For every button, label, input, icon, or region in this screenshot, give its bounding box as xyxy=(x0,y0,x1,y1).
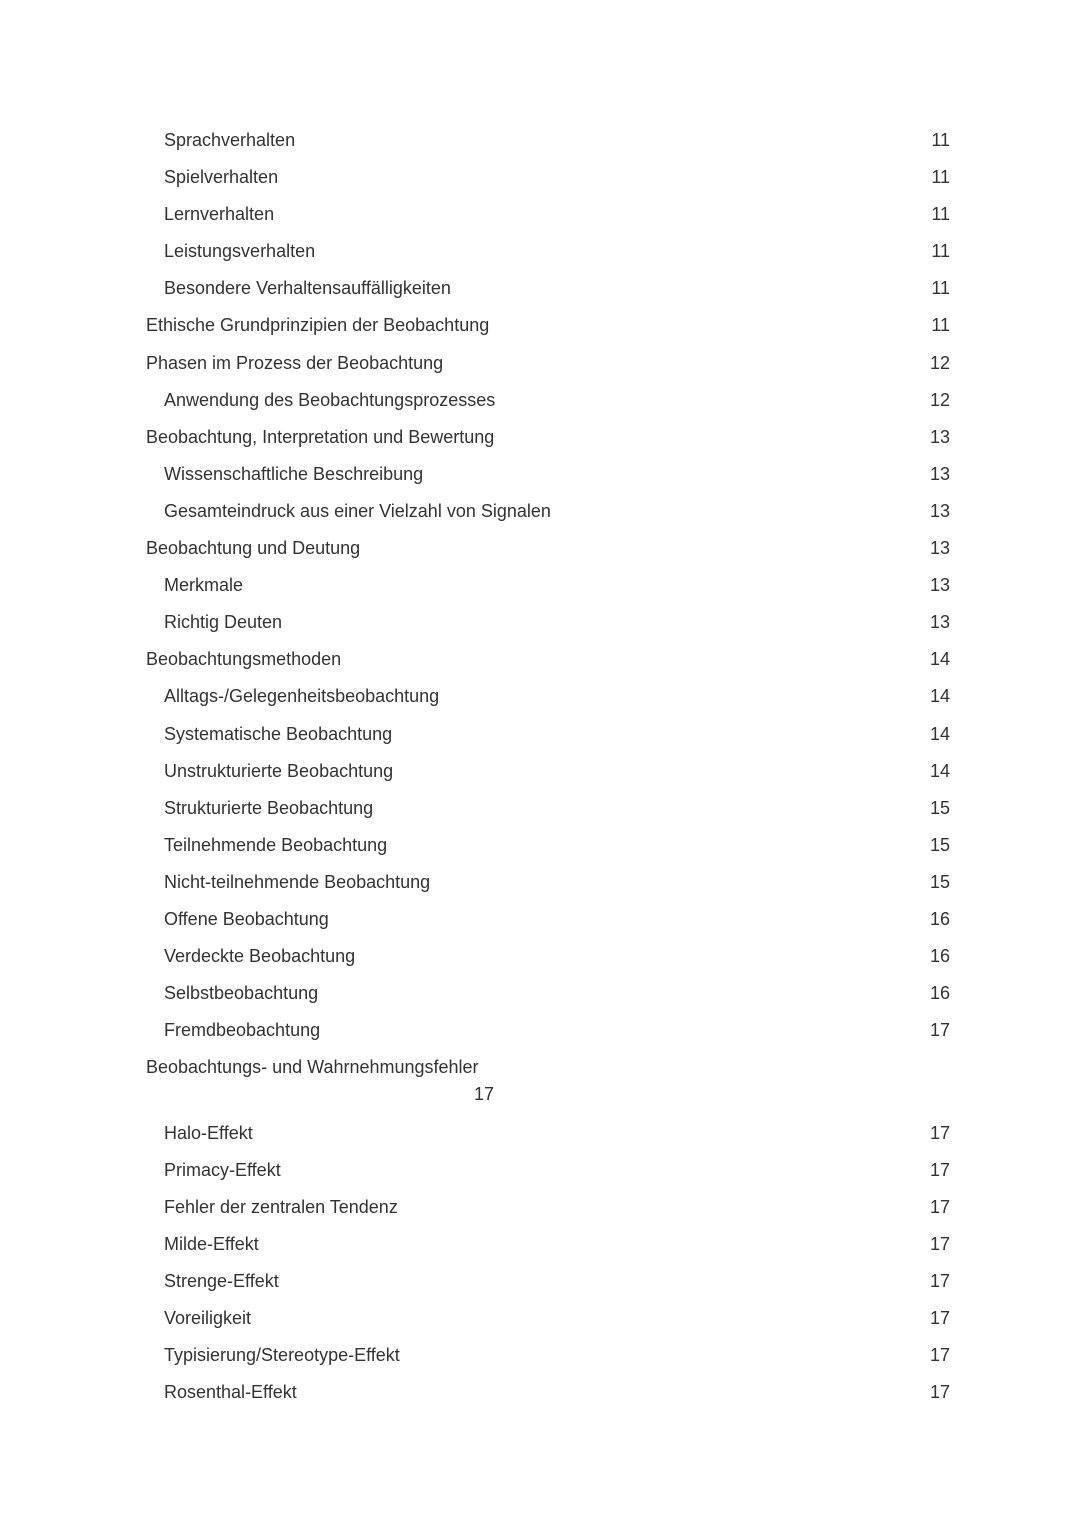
toc-entry-subsection[interactable] xyxy=(0,122,1080,159)
toc-entry-page-number: 11 xyxy=(931,167,950,188)
toc-entry-title: Anwendung des Beobachtungsprozesses xyxy=(164,389,496,410)
toc-entry-page-number: 12 xyxy=(929,389,950,410)
toc-entry-page-number: 17 xyxy=(929,1270,950,1291)
toc-entry-subsection[interactable] xyxy=(0,270,1080,307)
toc-entry-title: Nicht-teilnehmende Beobachtung xyxy=(164,871,431,892)
toc-entry-title: Milde-Effekt xyxy=(164,1233,259,1254)
toc-entry-page-number: 15 xyxy=(929,834,950,855)
toc-entry-title: Beobachtung und Deutung xyxy=(146,538,361,559)
toc-entry-title: Gesamteindruck aus einer Vielzahl von Signalen xyxy=(164,500,551,521)
toc-entry-subsection[interactable] xyxy=(0,1300,1080,1337)
toc-entry-title: Voreiligkeit xyxy=(164,1308,252,1328)
toc-entry-subsection[interactable] xyxy=(0,1263,1080,1300)
toc-entry-title: Fremdbeobachtung xyxy=(164,1020,321,1041)
toc-entry-subsection[interactable] xyxy=(0,901,1080,938)
table-of-contents xyxy=(0,122,1080,1411)
toc-entry-subsection[interactable] xyxy=(0,1012,1080,1049)
toc-entry-subsection[interactable] xyxy=(0,678,1080,715)
toc-entry-subsection[interactable] xyxy=(0,938,1080,975)
toc-entry-subsection[interactable] xyxy=(0,493,1080,530)
toc-entry-section[interactable] xyxy=(0,641,1080,678)
toc-entry-page-number: 14 xyxy=(929,723,950,744)
toc-entry-subsection[interactable] xyxy=(0,604,1080,641)
toc-entry-title: Lernverhalten xyxy=(164,204,275,225)
toc-entry-title: Besondere Verhaltensauffälligkeiten xyxy=(164,278,451,299)
toc-entry-title: Fehler der zentralen Tendenz xyxy=(164,1196,398,1217)
toc-entry-page-number: 17 xyxy=(929,1345,950,1366)
toc-entry-title: Primacy-Effekt xyxy=(164,1159,281,1180)
toc-entry-subsection[interactable] xyxy=(0,233,1080,270)
toc-entry-page-number: 16 xyxy=(929,908,950,929)
toc-entry-subsection[interactable] xyxy=(0,1337,1080,1374)
toc-entry-page-number: 15 xyxy=(929,797,950,818)
toc-entry-page-number: 14 xyxy=(929,760,950,781)
toc-entry-page-number: 17 xyxy=(929,1233,950,1254)
toc-entry-page-number: 11 xyxy=(931,315,950,336)
toc-entry-page-number: 13 xyxy=(929,463,950,484)
toc-entry-title: Merkmale xyxy=(164,575,244,596)
toc-entry-title: Selbstbeobachtung xyxy=(164,983,319,1004)
toc-entry-page-number: 11 xyxy=(931,130,950,150)
toc-entry-page-number: 11 xyxy=(931,204,950,225)
toc-entry-title: Strenge-Effekt xyxy=(164,1270,279,1291)
toc-entry-title: Unstrukturierte Beobachtung xyxy=(164,760,394,781)
toc-entry-section[interactable] xyxy=(0,419,1080,456)
toc-entry-page-number: 17 xyxy=(929,1196,950,1217)
toc-entry-page-number: 17 xyxy=(474,1084,495,1105)
toc-entry-subsection[interactable] xyxy=(0,196,1080,233)
toc-entry-title: Wissenschaftliche Beschreibung xyxy=(164,463,424,484)
toc-entry-page-number: 13 xyxy=(929,426,950,447)
toc-entry-subsection[interactable] xyxy=(0,1189,1080,1226)
toc-entry-subsection[interactable] xyxy=(0,716,1080,753)
toc-entry-page-number: 14 xyxy=(929,686,950,707)
toc-entry-subsection[interactable] xyxy=(0,456,1080,493)
toc-entry-page-number: 15 xyxy=(929,871,950,892)
toc-entry-section[interactable] xyxy=(0,1049,1080,1113)
toc-entry-section[interactable] xyxy=(0,345,1080,382)
toc-entry-title: Offene Beobachtung xyxy=(164,908,329,929)
toc-entry-subsection[interactable] xyxy=(0,753,1080,790)
toc-entry-page-number: 11 xyxy=(931,278,950,299)
toc-entry-title: Halo-Effekt xyxy=(164,1122,253,1143)
toc-entry-title: Verdeckte Beobachtung xyxy=(164,946,356,967)
toc-entry-section[interactable] xyxy=(0,530,1080,567)
toc-entry-subsection[interactable] xyxy=(0,1374,1080,1411)
toc-entry-subsection[interactable] xyxy=(0,827,1080,864)
toc-entry-title: Rosenthal-Effekt xyxy=(164,1382,297,1403)
toc-entry-title: Sprachverhalten xyxy=(164,130,296,150)
toc-entry-subsection[interactable] xyxy=(0,790,1080,827)
toc-entry-title: Richtig Deuten xyxy=(164,612,283,633)
toc-entry-page-number: 17 xyxy=(929,1020,950,1041)
toc-entry-page-number: 11 xyxy=(931,241,950,262)
toc-entry-subsection[interactable] xyxy=(0,1152,1080,1189)
toc-entry-title: Phasen im Prozess der Beobachtung xyxy=(146,352,444,373)
toc-entry-subsection[interactable] xyxy=(0,975,1080,1012)
toc-entry-subsection[interactable] xyxy=(0,864,1080,901)
toc-entry-page-number: 13 xyxy=(929,575,950,596)
toc-entry-page-number: 17 xyxy=(929,1308,950,1328)
toc-entry-page-number: 13 xyxy=(929,538,950,559)
toc-entry-title: Leistungsverhalten xyxy=(164,241,316,262)
toc-entry-title: Alltags-/Gelegenheitsbeobachtung xyxy=(164,686,440,707)
toc-entry-page-number: 16 xyxy=(929,946,950,967)
toc-entry-page-number: 14 xyxy=(929,649,950,670)
toc-entry-title: Spielverhalten xyxy=(164,167,279,188)
toc-entry-page-number: 16 xyxy=(929,983,950,1004)
toc-entry-title: Ethische Grundprinzipien der Beobachtung xyxy=(146,315,490,336)
toc-entry-section[interactable] xyxy=(0,307,1080,344)
toc-entry-title: Beobachtung, Interpretation und Bewertung xyxy=(146,426,495,447)
toc-entry-page-number: 13 xyxy=(929,612,950,633)
toc-entry-page-number: 17 xyxy=(929,1159,950,1180)
toc-entry-subsection[interactable] xyxy=(0,1115,1080,1152)
toc-entry-title: Typisierung/Stereotype-Effekt xyxy=(164,1345,400,1366)
toc-entry-title: Systematische Beobachtung xyxy=(164,723,393,744)
toc-entry-page-number: 12 xyxy=(929,352,950,373)
toc-entry-subsection[interactable] xyxy=(0,1226,1080,1263)
toc-entry-subsection[interactable] xyxy=(0,567,1080,604)
toc-entry-subsection[interactable] xyxy=(0,382,1080,419)
toc-entry-page-number: 13 xyxy=(929,500,950,521)
toc-entry-subsection[interactable] xyxy=(0,159,1080,196)
toc-entry-page-number: 17 xyxy=(929,1122,950,1143)
toc-entry-title: Teilnehmende Beobachtung xyxy=(164,834,388,855)
toc-entry-page-number: 17 xyxy=(929,1382,950,1403)
toc-entry-title: Beobachtungsmethoden xyxy=(146,649,342,670)
toc-entry-title: Strukturierte Beobachtung xyxy=(164,797,374,818)
toc-entry-title: Beobachtungs- und Wahrnehmungsfehler xyxy=(146,1057,479,1078)
